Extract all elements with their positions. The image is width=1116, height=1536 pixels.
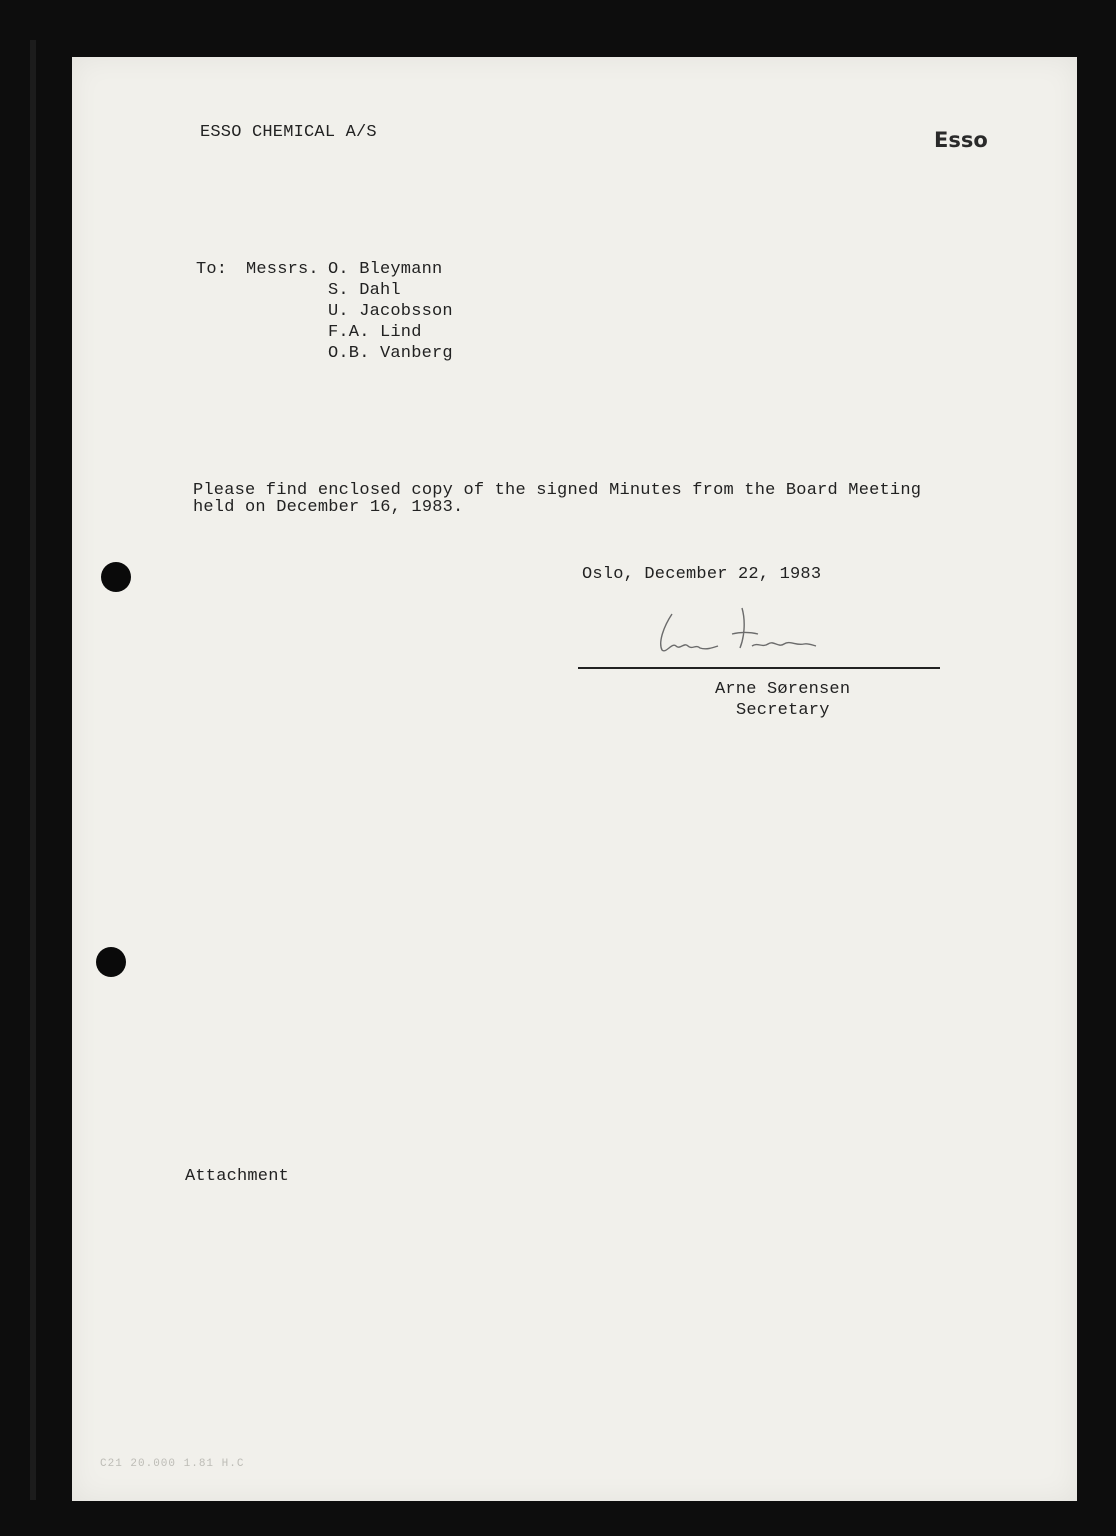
recipient-name: S. Dahl <box>328 281 401 300</box>
messrs-label: Messrs. <box>246 260 319 279</box>
recipient-name: O. Bleymann <box>328 260 443 279</box>
signatory-name: Arne Sørensen <box>715 680 851 699</box>
company-name: ESSO CHEMICAL A/S <box>200 123 377 142</box>
body-text-line: Please find enclosed copy of the signed Minutes from the Board Meeting <box>193 481 922 500</box>
recipient-name: U. Jacobsson <box>328 302 453 321</box>
form-code: C21 20.000 1.81 H.C <box>100 1458 245 1470</box>
body-text-line: held on December 16, 1983. <box>193 498 464 517</box>
signatory-title: Secretary <box>736 701 830 720</box>
handwritten-signature <box>650 602 820 658</box>
recipient-name: F.A. Lind <box>328 323 422 342</box>
signature-line <box>578 667 940 669</box>
esso-logo: Esso <box>934 128 988 152</box>
scan-border <box>30 40 36 1500</box>
punch-hole <box>96 947 126 977</box>
dateline: Oslo, December 22, 1983 <box>582 565 822 584</box>
recipient-name: O.B. Vanberg <box>328 344 453 363</box>
to-label: To: <box>196 260 228 279</box>
punch-hole <box>101 562 131 592</box>
attachment-label: Attachment <box>185 1167 290 1186</box>
